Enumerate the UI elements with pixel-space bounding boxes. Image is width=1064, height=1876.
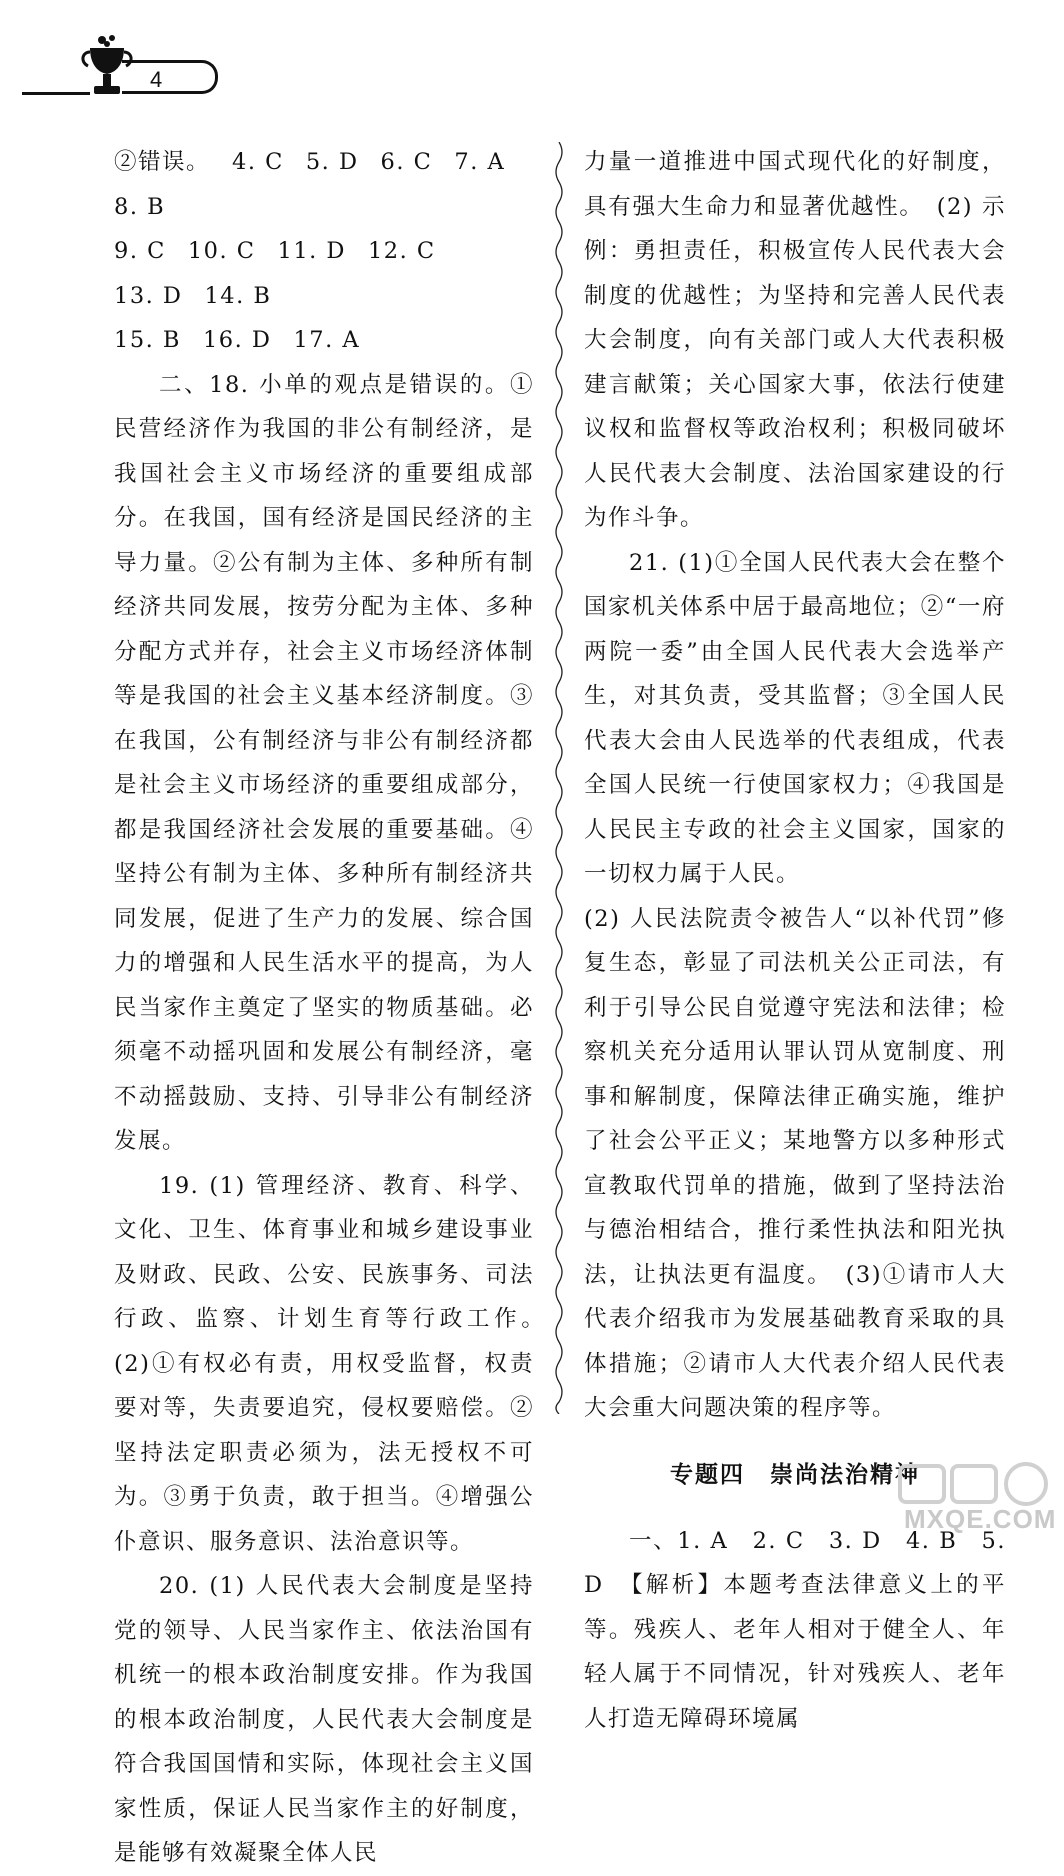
- answer-item: 10. C: [187, 238, 256, 264]
- answer-18: 二、18. 小单的观点是错误的。①民营经济作为我国的非公有制经济，是我国社会主义市场经济的重要组成部分。在我国，国有经济是国民经济的主导力量。②公有制为主体、多种所有制经济共同发展，按劳分配为主体、多种分配方式并存，社会主义市场经济体制等是我国的社会主义基本经济制度。③在我国，公有制经济与非公有制经济都是社会主义市场经济的重要组成部分，都是我国经济社会发展的重要基础。④坚持公有制为主体、多种所有制经济共同发展，促进了生产力的发展、综合国力的增强和人民生活水平的提高，为人民当家作主奠定了坚实的物质基础。必须毫不动摇巩固和发展公有制经济，毫不动摇鼓励、支持、引导非公有制经济发展。: [114, 371, 534, 1154]
- answer-item: 9. C: [114, 238, 166, 264]
- answer-item: 4. C: [232, 149, 284, 175]
- page-number: 4: [122, 60, 218, 94]
- page-header: [0, 30, 1064, 110]
- section4-answers: 一、1. A 2. C 3. D 4. B 5. D 【解析】本题考查法律意义上的平等。残疾人、老年人相对于健全人、年轻人属于不同情况，针对残疾人、老年人打造无障碍环境属: [584, 1527, 1006, 1732]
- answer-item: 6. C: [380, 149, 433, 175]
- answer-19: 19. (1) 管理经济、教育、科学、文化、卫生、体育事业和城乡建设事业及财政、民政、公安、民族事务、司法行政、监察、计划生育等行政工作。 (2)①有权必有责，用权受监督，权责要对等，失责要追究，侵权要赔偿。②坚持法定职责必须为，法无授权不可为。③勇于负责，敢于担当。④增强公仆意识、服务意识、法治意识等。: [114, 1172, 559, 1555]
- left-column: [114, 140, 559, 1876]
- answer-item: 14. B: [204, 282, 272, 309]
- answer-21-part-1: 21. (1)①全国人民代表大会在整个国家机关体系中居于最高地位；②“一府两院一委”由全国人民代表大会选举产生，对其负责，受其监督；③全国人民代表大会由人民选举的代表组成，代表全国人民统一行使国家权力；④我国是人民民主专政的社会主义国家，国家的一切权力属于人民。: [584, 549, 1006, 887]
- answer-item: 8. B: [114, 193, 166, 220]
- answer-item: 7. A: [454, 149, 506, 175]
- answer-21-part-2: (2) 人民法院责令被告人“以补代罚”修复生态，彰显了司法机关公正司法，有利于引导公民自觉遵守宪法和法律；检察机关充分适用认罪认罚从宽制度、刑事和解制度，保障法律正确实施，维护了社会公平正义；某地警方以多种形式宣教取代罚单的措施，做到了坚持法治与德治相结合，推行柔性执法和阳光执法，让执法更有温度。 (3)①请市人大代表介绍我市为发展基础教育采取的具体措施；②请市人大代表介绍人民代表大会重大问题决策的程序等。: [584, 905, 1006, 1421]
- section-title: 专题四 崇尚法治精神: [670, 1461, 920, 1488]
- answer-line-3: [114, 318, 534, 363]
- answer-20-continued: 力量一道推进中国式现代化的好制度，具有强大生命力和显著优越性。 (2) 示例：勇担责任，积极宣传人民代表大会制度的优越性；为坚持和完善人民代表大会制度，向有关部门或人大代表积极建言献策；关心国家大事，依法行使建议权和监督权等政治权利；积极同破坏人民代表大会制度、法治国家建设的行为作斗争。: [584, 149, 1006, 531]
- answer-item: 15. B: [114, 327, 181, 353]
- answer-item: 12. C: [367, 238, 436, 264]
- answer-item: 5. D: [305, 149, 359, 175]
- answer-item: 11. D: [277, 238, 346, 264]
- answer-item: ②错误。: [114, 149, 211, 175]
- column-divider: [552, 142, 566, 1414]
- answer-line-2: [114, 229, 534, 318]
- answer-item: 16. D: [202, 327, 272, 353]
- answer-20: 20. (1) 人民代表大会制度是坚持党的领导、人民当家作主、依法治国有机统一的根本政治制度安排。作为我国的根本政治制度，人民代表大会制度是符合我国国情和实际，体现社会主义国家性质，保证人民当家作主的好制度，是能够有效凝聚全体人民: [114, 1573, 534, 1866]
- answer-item: 17. A: [293, 327, 361, 353]
- answer-line-1: [114, 140, 534, 229]
- watermark-text: MXQE.COM: [904, 1504, 1057, 1534]
- answer-item: 13. D: [114, 282, 183, 309]
